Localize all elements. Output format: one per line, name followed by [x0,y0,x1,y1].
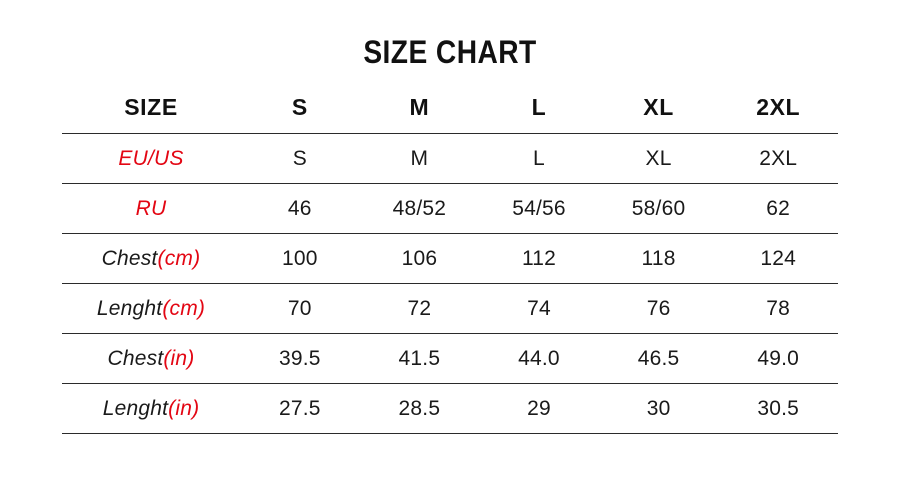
cell-lenght-cm-m: 72 [360,284,480,334]
table-header-row [62,81,838,134]
cell-chest-in-s: 39.5 [240,334,360,384]
cell-chest-cm-xl: 118 [599,234,719,284]
cell-eu-us-xl: XL [599,134,719,184]
column-header-s: S [240,81,360,134]
row-label-eu-us: EU/US [62,134,240,184]
cell-eu-us-m: M [360,134,480,184]
cell-lenght-in-xl: 30 [599,384,719,434]
row-label-text: Lenght [102,396,169,420]
row-label-unit: (cm) [162,296,206,320]
cell-lenght-in-2xl: 30.5 [718,384,838,434]
cell-chest-cm-s: 100 [240,234,360,284]
cell-chest-cm-m: 106 [360,234,480,284]
cell-lenght-in-s: 27.5 [240,384,360,434]
table-row [62,134,838,184]
row-label-unit: (cm) [157,246,201,270]
column-header-m: M [360,81,480,134]
cell-ru-l: 54/56 [479,184,599,234]
cell-chest-in-m: 41.5 [360,334,480,384]
cell-lenght-cm-s: 70 [240,284,360,334]
cell-eu-us-2xl: 2XL [718,134,838,184]
row-label-lenght-in [62,384,240,434]
row-label-text: Chest [101,246,158,270]
cell-ru-xl: 58/60 [599,184,719,234]
cell-lenght-in-m: 28.5 [360,384,480,434]
table-body [62,134,838,434]
row-label-lenght-cm [62,284,240,334]
row-label-ru: RU [62,184,240,234]
cell-chest-in-l: 44.0 [479,334,599,384]
column-header-size: SIZE [62,81,240,134]
table-row [62,334,838,384]
column-header-2xl: 2XL [718,81,838,134]
cell-eu-us-s: S [240,134,360,184]
cell-chest-in-2xl: 49.0 [718,334,838,384]
cell-lenght-cm-l: 74 [479,284,599,334]
cell-ru-s: 46 [240,184,360,234]
column-header-l: L [479,81,599,134]
cell-ru-m: 48/52 [360,184,480,234]
cell-eu-us-l: L [479,134,599,184]
row-label-chest-in [62,334,240,384]
row-label-text: Lenght [96,296,163,320]
column-header-xl: XL [599,81,719,134]
table-row [62,234,838,284]
size-chart-table [62,81,838,434]
cell-chest-in-xl: 46.5 [599,334,719,384]
row-label-text: Chest [107,346,164,370]
row-label-unit: (in) [168,396,200,420]
page-title: SIZE CHART [363,34,537,70]
cell-chest-cm-l: 112 [479,234,599,284]
cell-lenght-in-l: 29 [479,384,599,434]
cell-lenght-cm-xl: 76 [599,284,719,334]
table-row [62,184,838,234]
table-row [62,384,838,434]
row-label-unit: (in) [163,346,195,370]
table-header [62,81,838,134]
size-chart-table-wrapper [0,81,900,434]
table-row [62,284,838,334]
row-label-chest-cm [62,234,240,284]
cell-ru-2xl: 62 [718,184,838,234]
cell-chest-cm-2xl: 124 [718,234,838,284]
cell-lenght-cm-2xl: 78 [718,284,838,334]
